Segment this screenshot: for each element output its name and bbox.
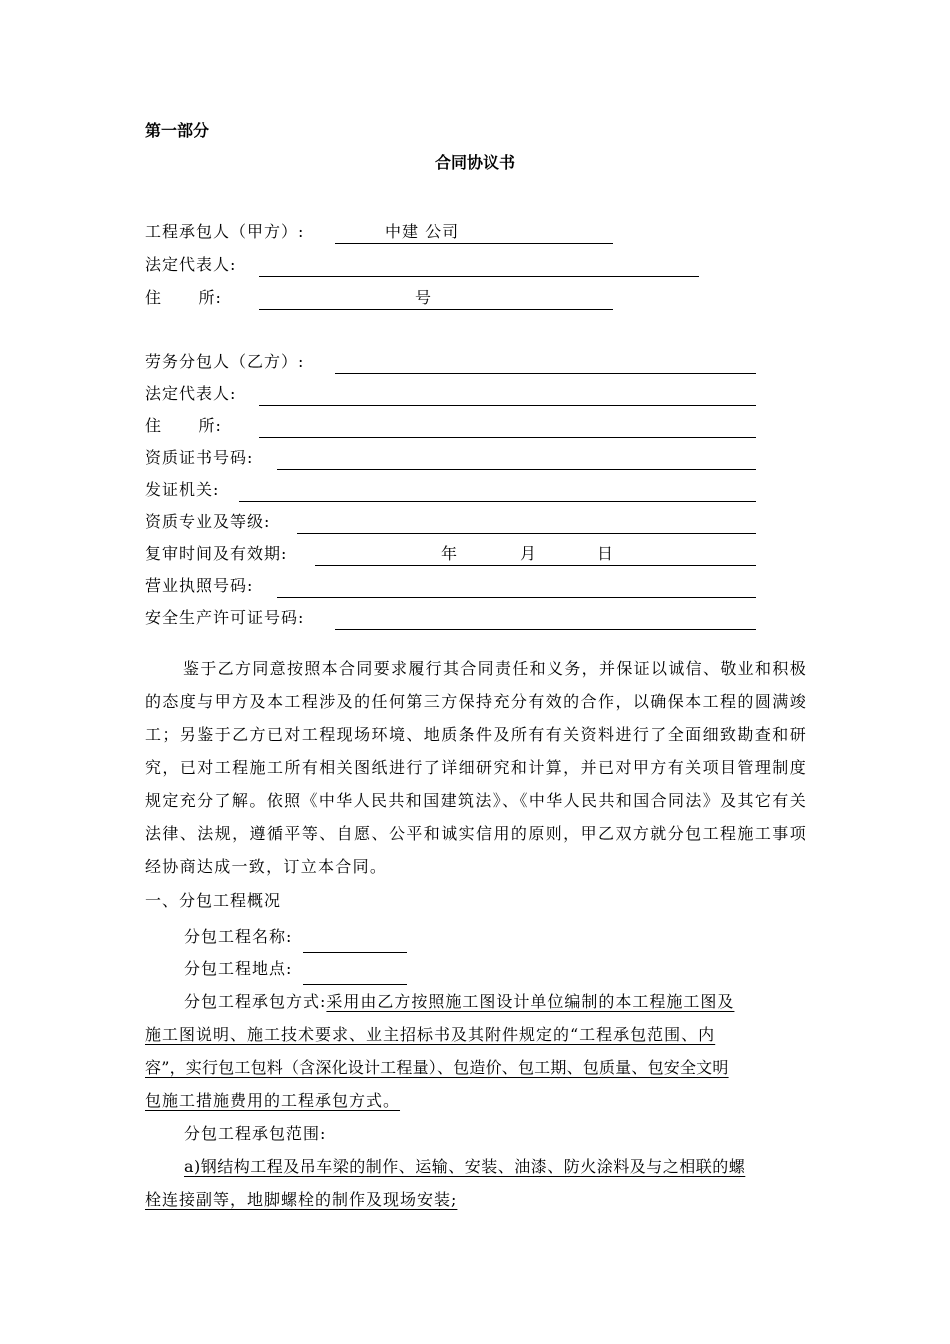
party-b-contractor-label: 劳务分包人（乙方）: [145,352,305,371]
party-b-cert-row [145,446,757,470]
party-b-safety-row [145,606,757,630]
project-name-line [303,930,407,953]
party-b-contractor-line [335,373,756,374]
party-b-issuer-label: 发证机关: [145,480,220,499]
party-b-safety-label: 安全生产许可证号码: [145,608,305,627]
party-b-issuer-row [145,478,757,502]
party-b-license-row [145,574,757,598]
party-b-safety-line [335,629,756,630]
part-heading: 第一部分 [145,121,210,140]
party-a-addr-label: 住 所: [145,288,222,307]
party-b-addr-line [259,437,756,438]
party-b-issuer-line [239,501,756,502]
party-a-contractor-label: 工程承包人（甲方）: [145,222,305,241]
party-a-rep-line [259,276,699,277]
preamble-paragraph: 鉴于乙方同意按照本合同要求履行其合同责任和义务，并保证以诚信、敬业和积极的态度与甲方及本工程涉及的任何第三方保持充分有效的合作，以确保本工程的圆满竣工；另鉴于乙方已对工程现场环境、地质条件及所有有关资料进行了全面细致勘查和研究，已对工程施工所有相关图纸进行了详细研究和计算，并已对甲方有关项目管理制度规定充分了解。依照《中华人民共和国建筑法》、《中华人民共和国合同法》及其它有关法律、法规，遵循平等、自愿、公平和诚实信用的原则，甲乙双方就分包工程施工事项经协商达成一致，订立本合同。 [145,659,807,876]
party-b-rep-line [259,405,756,406]
document-title: 合同协议书 [434,153,515,172]
party-a-contractor-value: 中建 公司 [385,222,460,241]
project-name-label: 分包工程名称: [184,927,293,946]
party-b-cert-label: 资质证书号码: [145,448,254,467]
section-1-heading: 一、分包工程概况 [145,891,282,910]
review-month: 月 [520,544,538,563]
party-b-license-line [277,597,756,598]
party-b-license-label: 营业执照号码: [145,576,254,595]
project-name-row [184,920,407,953]
party-a-contractor-line [335,243,613,244]
party-b-rep-row [145,382,757,406]
party-b-review-label: 复审时间及有效期: [145,544,288,563]
party-a-rep-row [145,253,705,277]
party-a-addr-value: 号 [415,288,433,307]
contract-mode-label: 分包工程承包方式: [184,992,327,1011]
project-location-line [303,962,407,985]
contract-mode-text-1: 采用由乙方按照施工图设计单位编制的本工程施工图及 [326,992,735,1011]
party-a-addr-line [259,309,613,310]
review-year: 年 [441,544,459,563]
project-location-label: 分包工程地点: [184,959,293,978]
party-b-rep-label: 法定代表人: [145,384,237,403]
party-b-addr-row [145,414,757,438]
contract-mode-line-1 [184,985,734,1018]
contract-mode-text-4: 包施工措施费用的工程承包方式。 [145,1091,401,1110]
scope-item-a-line-2: 栓连接副等，地脚螺栓的制作及现场安装; [145,1190,458,1209]
contract-mode-text-2: 施工图说明、施工技术要求、业主招标书及其附件规定的“工程承包范围、内 [145,1025,716,1044]
contract-scope-label: 分包工程承包范围: [184,1124,327,1143]
party-b-grade-label: 资质专业及等级: [145,512,271,531]
party-b-contractor-row [145,350,757,374]
party-a-rep-label: 法定代表人: [145,255,237,274]
party-b-review-row [145,542,757,566]
party-a-addr-row [145,286,615,310]
party-b-grade-row [145,510,757,534]
party-b-addr-label: 住 所: [145,416,222,435]
scope-item-a-line-1: a)钢结构工程及吊车梁的制作、运输、安装、油漆、防火涂料及与之相联的螺 [184,1157,746,1176]
review-day: 日 [597,544,615,563]
party-b-grade-line [297,533,756,534]
contract-mode-text-3: 容”，实行包工包料（含深化设计工程量）、包造价、包工期、包质量、包安全文明 [145,1058,729,1077]
party-a-contractor-row [145,220,615,244]
project-location-row [184,952,407,985]
party-b-cert-line [277,469,756,470]
